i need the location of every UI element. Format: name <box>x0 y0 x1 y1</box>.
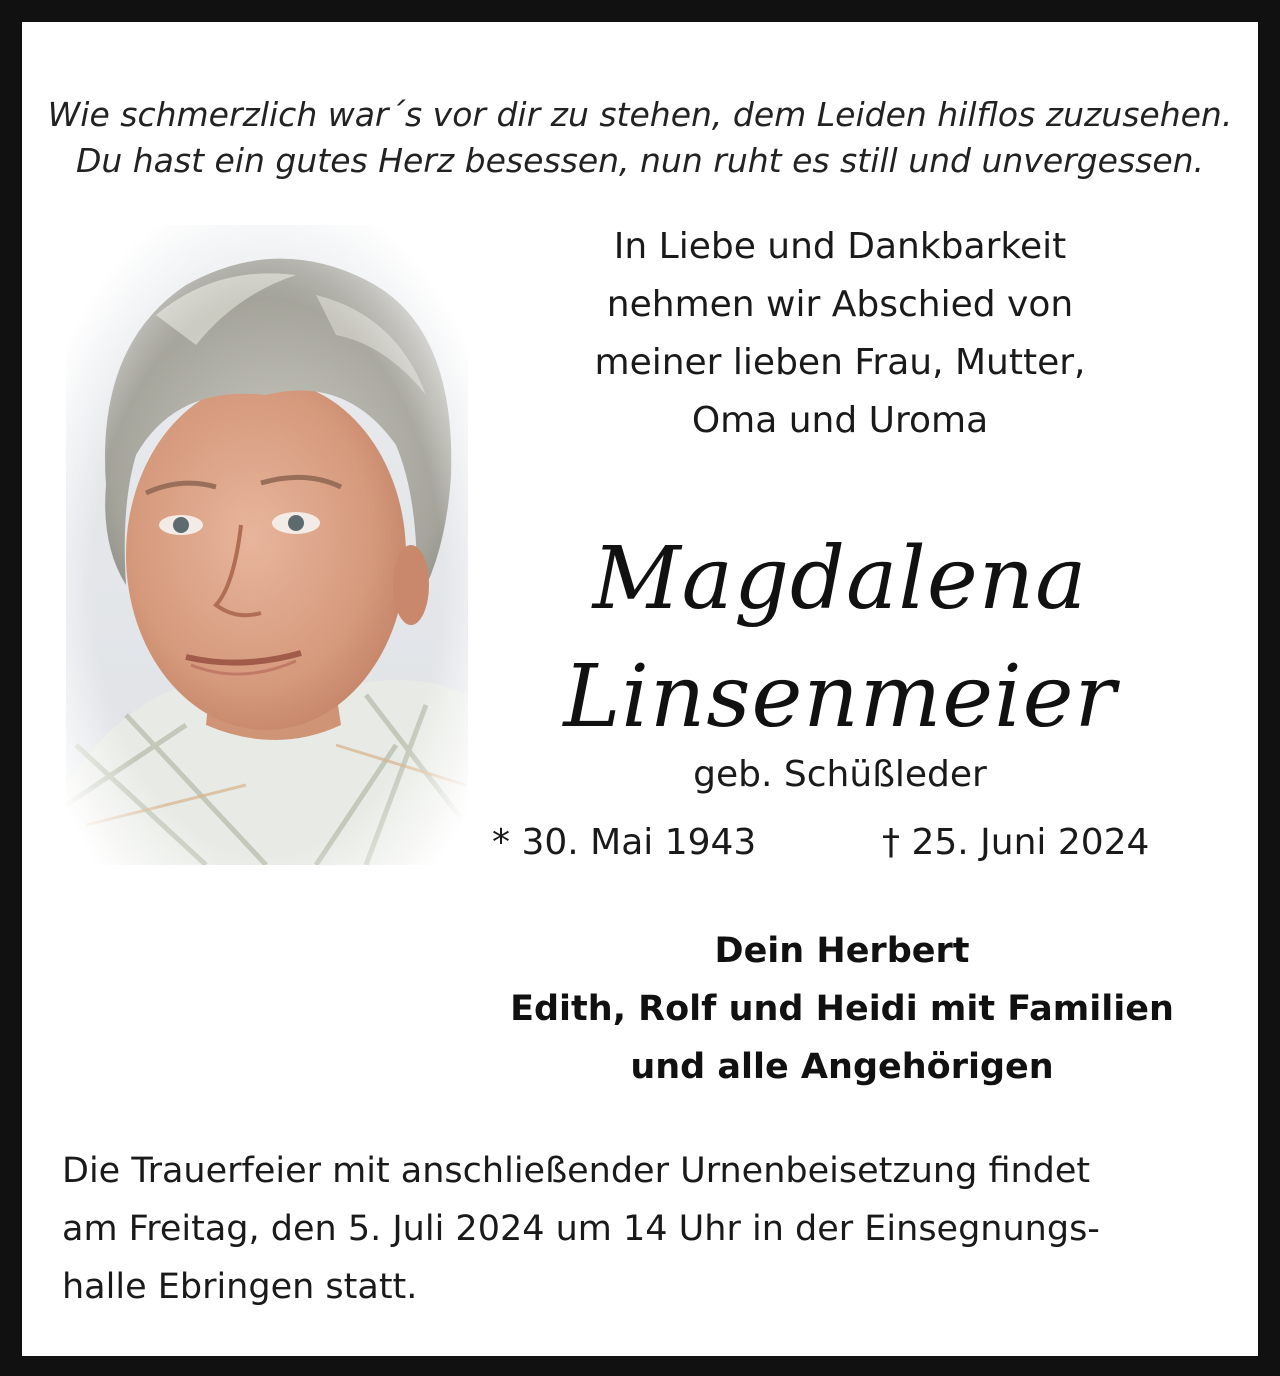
birth-date: * 30. Mai 1943 <box>492 822 757 863</box>
mourners-line-1: Dein Herbert <box>714 931 970 971</box>
funeral-notice <box>62 1142 1232 1316</box>
intro-line-1: In Liebe und Dankbarkeit <box>613 226 1067 267</box>
mourners <box>462 922 1222 1096</box>
intro-text <box>502 218 1178 450</box>
death-date: † 25. Juni 2024 <box>882 822 1150 863</box>
mourners-line-3: und alle Angehörigen <box>630 1047 1054 1087</box>
obituary-card <box>22 22 1258 1356</box>
mourners-line-2: Edith, Rolf und Heidi mit Familien <box>510 989 1174 1029</box>
notice-line-3: halle Ebringen statt. <box>62 1267 418 1307</box>
intro-line-4: Oma und Uroma <box>691 400 989 441</box>
notice-line-2: am Freitag, den 5. Juli 2024 um 14 Uhr in der Einsegnungs- <box>62 1209 1100 1249</box>
portrait-photo <box>66 225 468 865</box>
first-name: Magdalena <box>592 529 1088 629</box>
motto-verse <box>22 92 1258 184</box>
motto-line-1: Wie schmerzlich war´s vor dir zu stehen, dem Leiden hilflos zuzusehen. <box>47 95 1233 134</box>
maiden-name: geb. Schüßleder <box>693 754 987 795</box>
intro-line-3: meiner lieben Frau, Mutter, <box>594 342 1086 383</box>
last-name: Linsenmeier <box>563 647 1117 747</box>
deceased-name <box>502 520 1178 756</box>
portrait-image <box>66 225 468 865</box>
motto-line-2: Du hast ein gutes Herz besessen, nun ruht es still und unvergessen. <box>75 141 1205 180</box>
notice-line-1: Die Trauerfeier mit anschließender Urnenbeisetzung findet <box>62 1151 1091 1191</box>
intro-line-2: nehmen wir Abschied von <box>606 284 1074 325</box>
